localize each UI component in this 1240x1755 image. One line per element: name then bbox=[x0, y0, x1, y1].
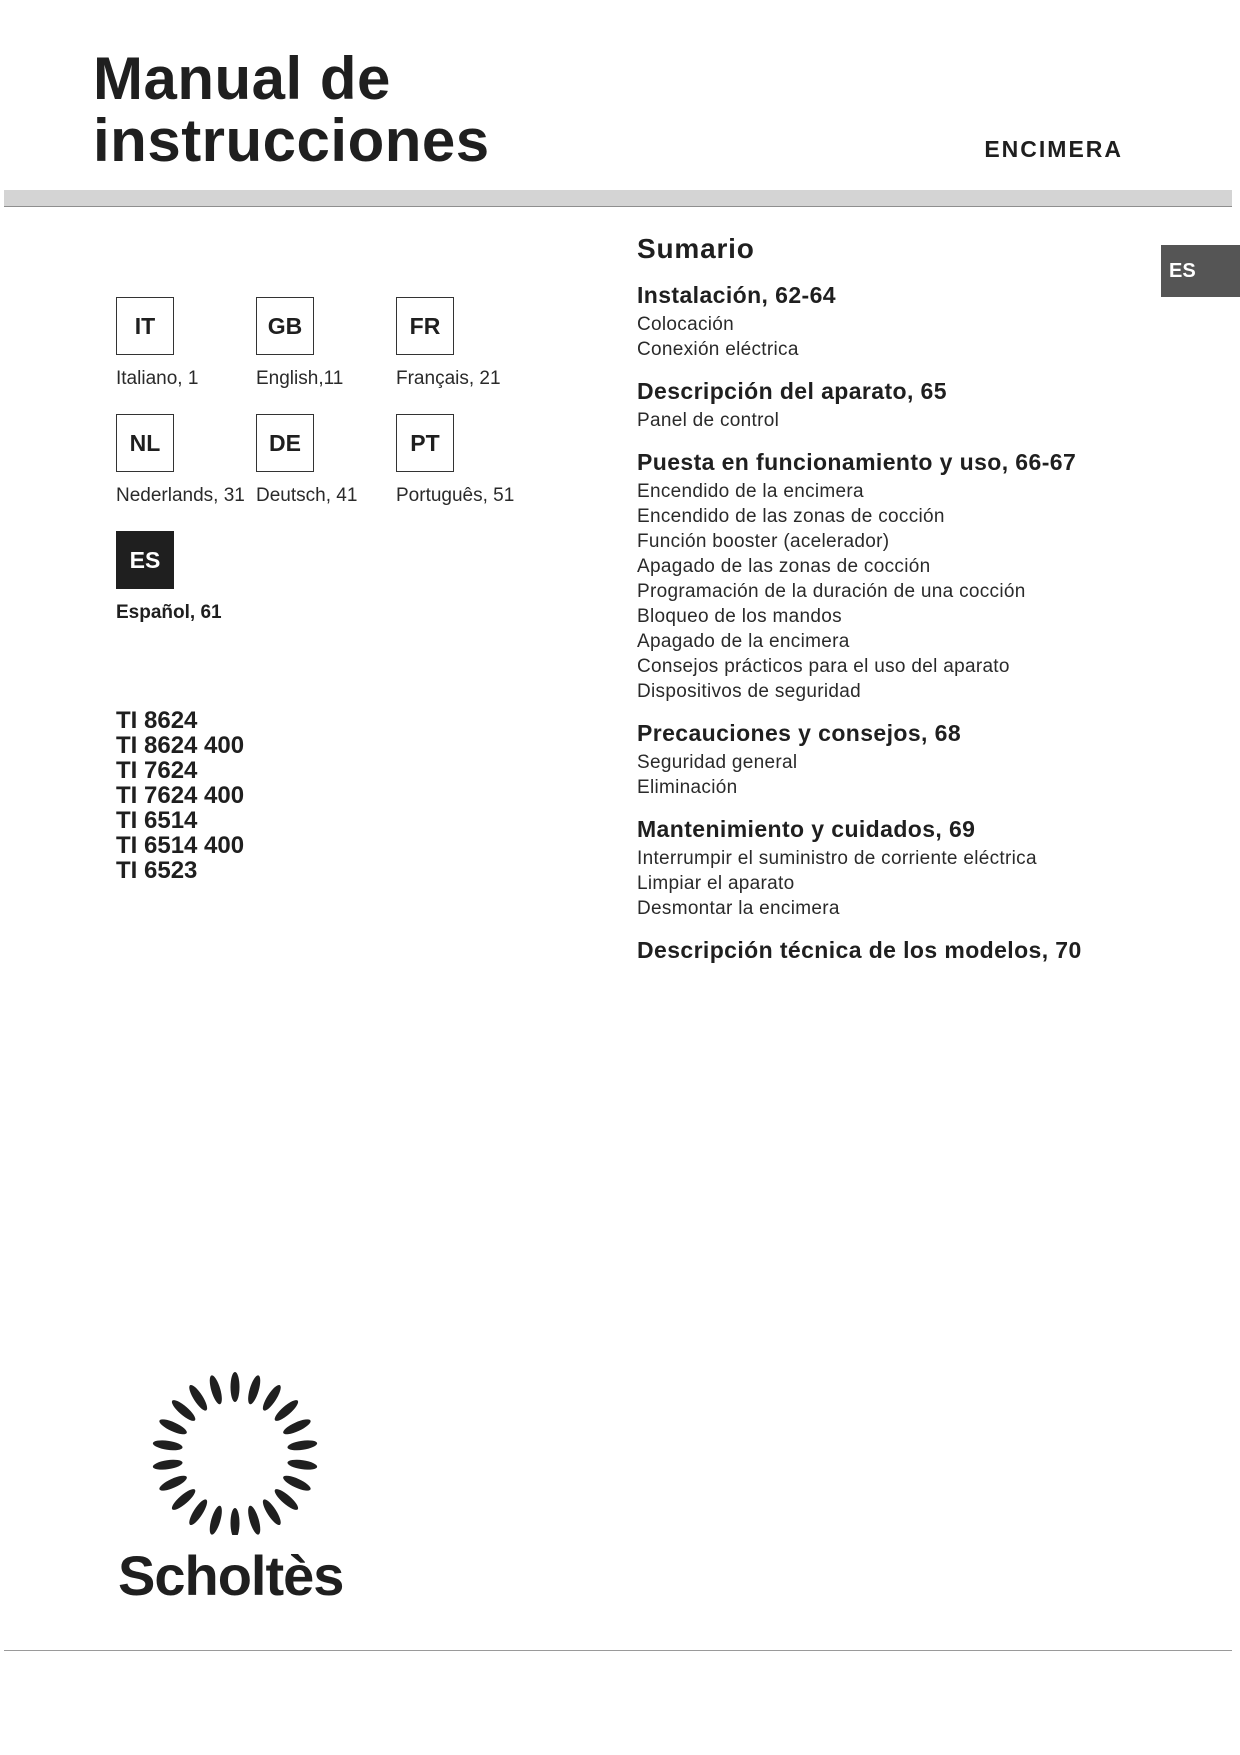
toc-item-list bbox=[637, 479, 1157, 704]
toc-section-heading[interactable]: Descripción del aparato, 65 bbox=[637, 378, 947, 404]
toc-title: Sumario bbox=[637, 233, 755, 264]
document-title bbox=[93, 45, 490, 174]
toc-section-heading[interactable]: Descripción técnica de los modelos, 70 bbox=[637, 937, 1082, 963]
toc-section bbox=[637, 281, 1157, 362]
language-code-box: DE bbox=[256, 414, 314, 472]
toc-section bbox=[637, 377, 1157, 433]
model-item: TI 6523 bbox=[116, 857, 198, 884]
toc-item[interactable]: Apagado de las zonas de cocción bbox=[637, 556, 931, 577]
toc-item[interactable]: Panel de control bbox=[637, 410, 780, 431]
toc-item[interactable]: Conexión eléctrica bbox=[637, 339, 799, 360]
toc-item[interactable]: Eliminación bbox=[637, 777, 738, 798]
sun-ray bbox=[260, 1497, 284, 1527]
toc-sections bbox=[637, 281, 1157, 965]
sun-ray bbox=[169, 1397, 198, 1423]
language-nl[interactable] bbox=[116, 414, 256, 507]
language-label: Español, 61 bbox=[116, 602, 222, 623]
toc-item[interactable]: Colocación bbox=[637, 314, 734, 335]
toc-item[interactable]: Limpiar el aparato bbox=[637, 873, 795, 894]
sun-ray bbox=[287, 1439, 318, 1452]
sun-ray bbox=[169, 1486, 198, 1512]
toc-item[interactable]: Programación de la duración de una cocción bbox=[637, 581, 1026, 602]
toc-section-heading[interactable]: Mantenimiento y cuidados, 69 bbox=[637, 816, 976, 842]
brand-name: Scholtès bbox=[118, 1544, 344, 1607]
language-label: English,11 bbox=[256, 368, 344, 389]
language-code-box: FR bbox=[396, 297, 454, 355]
toc-item[interactable]: Dispositivos de seguridad bbox=[637, 681, 862, 702]
language-side-tab: ES bbox=[1161, 245, 1240, 297]
sun-ray bbox=[231, 1508, 240, 1535]
toc-item[interactable]: Función booster (acelerador) bbox=[637, 531, 890, 552]
language-code-box: ES bbox=[116, 531, 174, 589]
model-item: TI 6514 bbox=[116, 807, 198, 834]
toc-item-list bbox=[637, 846, 1157, 921]
model-item: TI 6514 400 bbox=[116, 832, 245, 859]
toc-section-heading[interactable]: Precauciones y consejos, 68 bbox=[637, 720, 962, 746]
sun-ray bbox=[281, 1416, 312, 1437]
sun-ray bbox=[231, 1372, 240, 1402]
toc-item[interactable]: Apagado de la encimera bbox=[637, 631, 850, 652]
model-item: TI 8624 bbox=[116, 707, 198, 734]
model-item: TI 7624 bbox=[116, 757, 198, 784]
toc-item[interactable]: Bloqueo de los mandos bbox=[637, 606, 842, 627]
sun-ray bbox=[152, 1439, 183, 1452]
toc-item[interactable]: Encendido de las zonas de cocción bbox=[637, 506, 945, 527]
language-fr[interactable] bbox=[396, 297, 536, 390]
sun-ray bbox=[158, 1473, 189, 1494]
table-of-contents bbox=[637, 233, 1157, 980]
sun-ray bbox=[207, 1505, 224, 1535]
toc-section-heading[interactable]: Puesta en funcionamiento y uso, 66-67 bbox=[637, 449, 1077, 475]
sun-ray bbox=[287, 1458, 318, 1471]
toc-section bbox=[637, 448, 1157, 704]
toc-item[interactable]: Seguridad general bbox=[637, 752, 798, 773]
language-code-box: IT bbox=[116, 297, 174, 355]
language-label: Deutsch, 41 bbox=[256, 485, 358, 506]
header-band bbox=[4, 190, 1232, 207]
language-gb[interactable] bbox=[256, 297, 396, 390]
language-code-box: GB bbox=[256, 297, 314, 355]
language-code-box: PT bbox=[396, 414, 454, 472]
model-item: TI 8624 400 bbox=[116, 732, 245, 759]
sun-ray bbox=[152, 1458, 183, 1471]
sun-ray bbox=[186, 1497, 210, 1527]
sun-ray bbox=[272, 1486, 301, 1512]
title-line-2: instrucciones bbox=[93, 107, 490, 174]
language-de[interactable] bbox=[256, 414, 396, 507]
model-list bbox=[116, 708, 244, 883]
sun-ray bbox=[246, 1505, 263, 1535]
toc-item[interactable]: Consejos prácticos para el uso del aparato bbox=[637, 656, 1010, 677]
toc-section bbox=[637, 815, 1157, 921]
toc-item[interactable]: Desmontar la encimera bbox=[637, 898, 840, 919]
product-category: ENCIMERA bbox=[984, 136, 1123, 162]
sun-ray bbox=[246, 1374, 263, 1405]
sun-ray bbox=[158, 1416, 189, 1437]
language-pt[interactable] bbox=[396, 414, 536, 507]
language-code-box: NL bbox=[116, 414, 174, 472]
sun-burst-icon bbox=[110, 1365, 360, 1535]
language-label: Italiano, 1 bbox=[116, 368, 199, 389]
sun-ray bbox=[207, 1374, 224, 1405]
toc-section bbox=[637, 936, 1157, 965]
toc-item-list bbox=[637, 312, 1157, 362]
sun-ray bbox=[272, 1397, 301, 1423]
language-label: Português, 51 bbox=[396, 485, 515, 506]
sun-ray bbox=[186, 1383, 210, 1413]
brand-logo bbox=[110, 1365, 360, 1615]
sun-ray bbox=[281, 1473, 312, 1494]
sun-ray bbox=[260, 1383, 284, 1413]
toc-item-list bbox=[637, 408, 1157, 433]
model-item: TI 7624 400 bbox=[116, 782, 245, 809]
toc-item[interactable]: Encendido de la encimera bbox=[637, 481, 864, 502]
language-index bbox=[116, 297, 556, 637]
toc-item-list bbox=[637, 750, 1157, 800]
toc-item[interactable]: Interrumpir el suministro de corriente eléctrica bbox=[637, 848, 1037, 869]
language-label: Français, 21 bbox=[396, 368, 501, 389]
language-es[interactable] bbox=[116, 531, 256, 624]
title-line-1: Manual de bbox=[93, 45, 391, 112]
toc-section bbox=[637, 719, 1157, 800]
footer-divider bbox=[4, 1650, 1232, 1651]
language-label: Nederlands, 31 bbox=[116, 485, 245, 506]
toc-section-heading[interactable]: Instalación, 62-64 bbox=[637, 282, 836, 308]
language-it[interactable] bbox=[116, 297, 256, 390]
